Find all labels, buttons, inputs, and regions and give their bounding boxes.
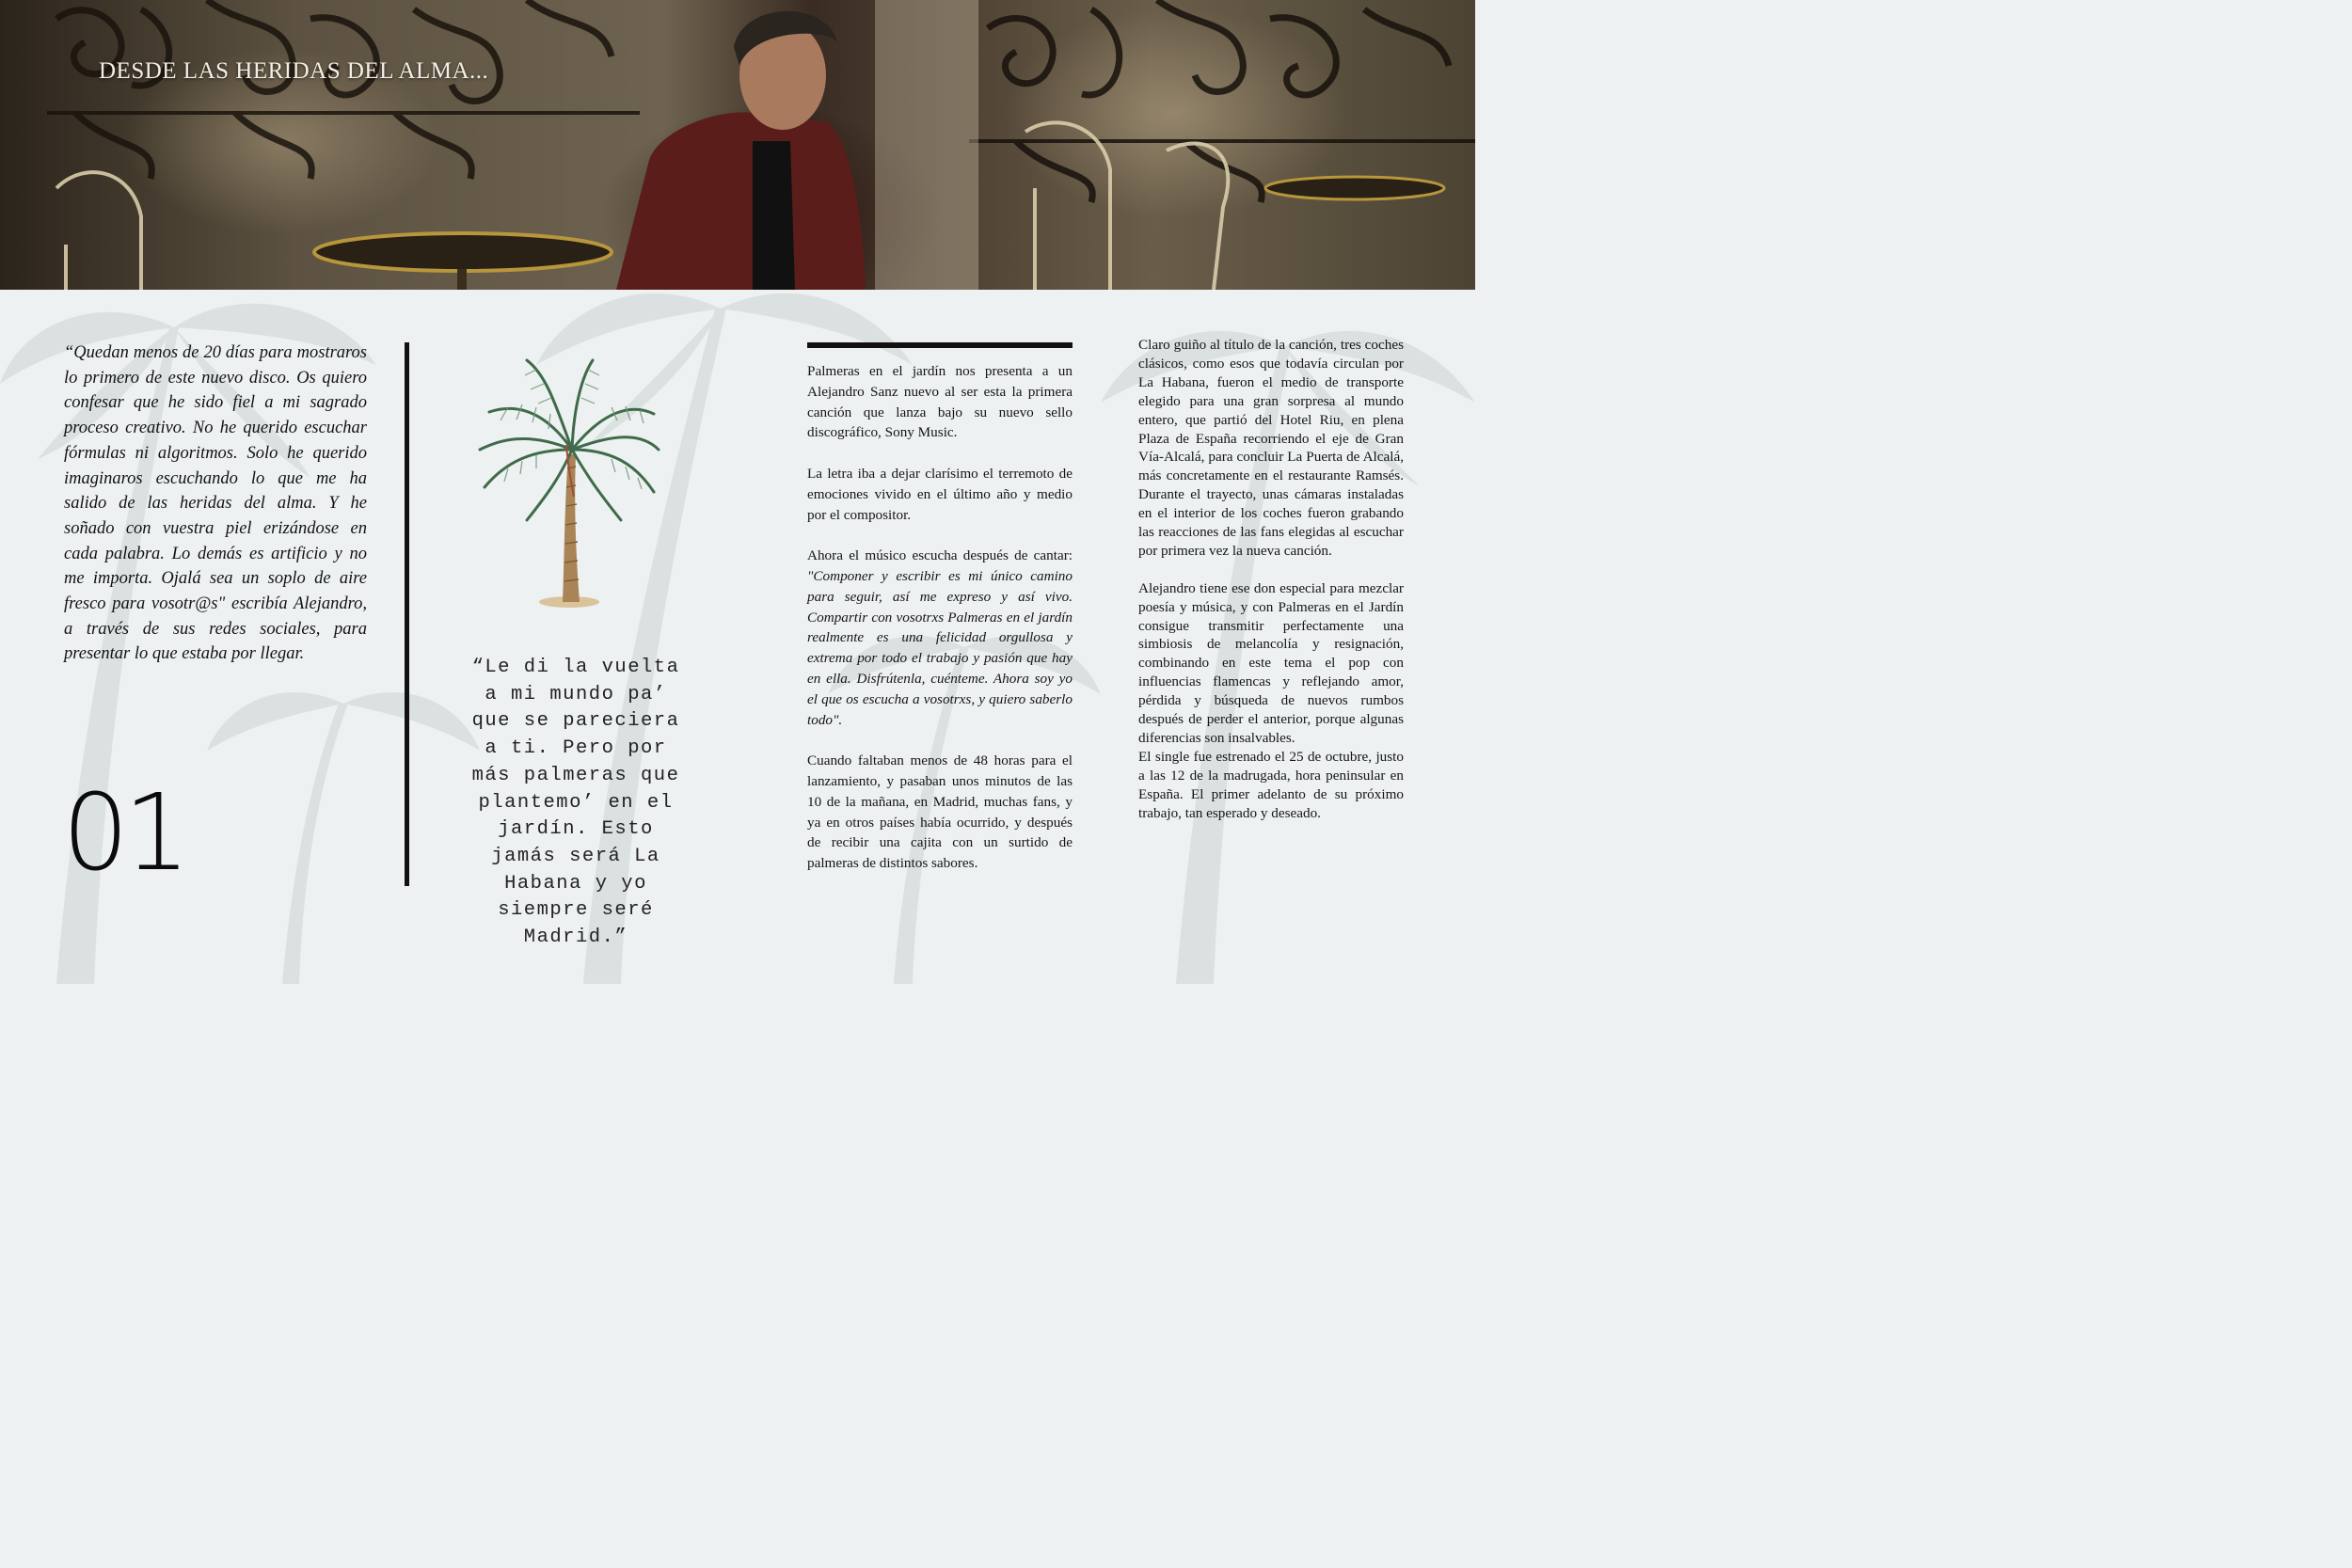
song-lyric-quote: “Le di la vuelta a mi mundo pa’ que se pareciera a ti. Pero por más palmeras que plantemo’ en el jardín. Esto jamás será La Habana y yo siempre seré Madrid.”	[471, 657, 680, 949]
column-top-rule	[807, 342, 1073, 348]
paragraph-intro: Ahora el músico escucha después de cantar:	[807, 547, 1073, 564]
vertical-divider	[405, 342, 409, 886]
paragraph: Claro guiño al título de la canción, tres coches clásicos, como esos que todavía circulan por La Habana, fueron el medio de transporte elegido para una gran sorpresa al mundo entero, que partió del Hotel Riu, en plena Plaza de España recorriendo el eje de Gran Vía-Alcalá, para concluir La Puerta de Alcalá, más concretamente en el restaurante Ramsés. Durante el trayecto, unas cámaras instaladas en el interior de los coches fueron grabando las reacciones de las fans elegidas al escuchar por primera vez la nueva canción.	[1138, 337, 1404, 559]
article-column-3	[807, 361, 1073, 895]
page-number: 01	[62, 772, 185, 895]
paragraph: La letra iba a dejar clarísimo el terremoto de emociones vivido en el último año y medio por el compositor.	[807, 465, 1073, 523]
hero-photo-scene	[0, 0, 1475, 290]
article-column-4	[1138, 336, 1404, 823]
hero-photo	[0, 0, 1475, 290]
paragraph-with-quote	[807, 546, 1073, 730]
paragraph: Alejandro tiene ese don especial para mezclar poesía y música, y con Palmeras en el Jardín consigue transmitir perfectamente una simbiosis de melancolía y resignación, combinando en este tema el pop con influencias flamencas y reflejando amor, pérdida y búsqueda de nuevos rumbos después de perder el anterior, porque algunas diferencias son insalvables.	[1138, 579, 1404, 747]
hero-title: DESDE LAS HERIDAS DEL ALMA...	[99, 58, 489, 84]
paragraph: Cuando faltaban menos de 48 horas para el lanzamiento, y pasaban unos minutos de las 10 de la mañana, en Madrid, muchas fans, y ya en otros países había ocurrido, y después de recibir una cajita con un surtido de palmeras de distintos sabores.	[807, 752, 1073, 872]
palm-tree-icon	[470, 356, 663, 610]
intro-quote: “Quedan menos de 20 días para mostraros lo primero de este nuevo disco. Os quiero confesar que he sido fiel a mi sagrado proceso creativo. No he querido escuchar fórmulas ni algoritmos. Solo he querido imaginaros escuchando lo que me ha salido de las heridas del alma. Y he soñado con vuestra piel erizándose en cada palabra. Lo demás es artificio y no me importa. Ojalá sea un soplo de aire fresco para vosotr@s" escribía Alejandro, a través de sus redes sociales, para presentar lo que estaba por llegar.	[64, 343, 367, 664]
artist-quote: "Componer y escribir es mi único camino para seguir, así me expreso y así vivo. Compartir con vosotrxs Palmeras en el jardín realmente es una felicidad orgullosa y extrema por todo el trabajo y pasión que hay en ella. Disfrútenla, cuénteme. Ahora soy yo el que os escucha a vosotrxs, y quiero saberlo todo".	[807, 567, 1073, 728]
paragraph: El single fue estrenado el 25 de octubre, justo a las 12 de la madrugada, hora peninsular en España. El primer adelanto de su próximo trabajo, tan esperado y deseado.	[1138, 748, 1404, 821]
paragraph: Palmeras en el jardín nos presenta a un Alejandro Sanz nuevo al ser esta la primera canción que lanza bajo su nuevo sello discográfico, Sony Music.	[807, 363, 1073, 441]
